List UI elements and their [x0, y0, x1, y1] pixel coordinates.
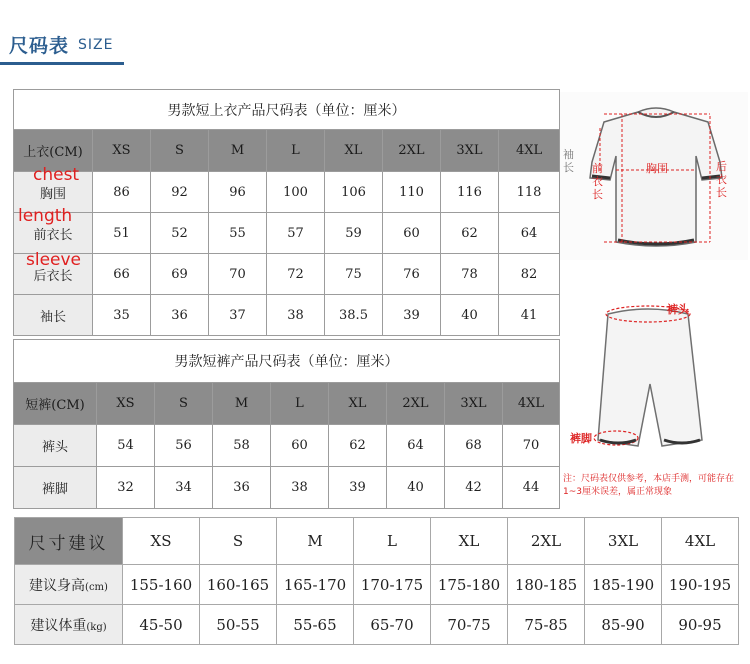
table-row [15, 565, 739, 605]
table-cell: 62 [441, 213, 499, 254]
table-cell: 42 [445, 467, 503, 509]
recommend-header-row [15, 518, 739, 565]
table-row [14, 467, 560, 509]
size-header: 3XL [445, 383, 503, 425]
size-header: S [200, 518, 277, 565]
waist-diagram-label: 裤头 [667, 303, 689, 316]
table-cell: 180-185 [508, 565, 585, 605]
size-header: XL [325, 130, 383, 172]
measurement-note: 注：尺码表仅供参考，本店手测，可能存在1~3厘米误差，属正常现象 [563, 474, 735, 497]
table-cell: 59 [325, 213, 383, 254]
table-cell: 52 [151, 213, 209, 254]
table-cell: 66 [93, 254, 151, 295]
size-header: L [271, 383, 329, 425]
row-label [15, 565, 123, 605]
size-header: XL [329, 383, 387, 425]
table-cell: 78 [441, 254, 499, 295]
table-cell: 175-180 [431, 565, 508, 605]
table-cell: 39 [329, 467, 387, 509]
table-row [14, 425, 560, 467]
size-header: 2XL [508, 518, 585, 565]
table-cell: 72 [267, 254, 325, 295]
size-header: 4XL [503, 383, 560, 425]
table-cell: 34 [155, 467, 213, 509]
table-cell: 85-90 [585, 605, 662, 645]
jersey-table-title: 男款短上衣产品尺码表（单位：厘米） [14, 90, 560, 130]
table-cell: 70-75 [431, 605, 508, 645]
table-cell: 60 [271, 425, 329, 467]
row-label: 袖长 [14, 295, 93, 336]
table-cell: 36 [213, 467, 271, 509]
table-row [14, 295, 560, 336]
row-label [15, 605, 123, 645]
length-overlay-label: length [18, 206, 73, 226]
size-header: 4XL [662, 518, 739, 565]
recommend-header-label: 尺寸建议 [15, 518, 123, 565]
table-row [14, 254, 560, 295]
table-cell: 64 [499, 213, 560, 254]
table-cell: 32 [97, 467, 155, 509]
table-cell: 60 [383, 213, 441, 254]
table-cell: 65-70 [354, 605, 431, 645]
table-cell: 75 [325, 254, 383, 295]
size-header: 3XL [441, 130, 499, 172]
table-cell: 118 [499, 172, 560, 213]
size-header: M [277, 518, 354, 565]
table-cell: 40 [441, 295, 499, 336]
chest-overlay-label: chest [33, 165, 80, 185]
size-header: 2XL [387, 383, 445, 425]
table-cell: 64 [387, 425, 445, 467]
table-cell: 116 [441, 172, 499, 213]
back-length-diagram-label: 后衣长 [716, 160, 727, 199]
table-cell: 55-65 [277, 605, 354, 645]
table-cell: 90-95 [662, 605, 739, 645]
table-cell: 92 [151, 172, 209, 213]
size-header: M [213, 383, 271, 425]
size-header: XL [431, 518, 508, 565]
table-cell: 185-190 [585, 565, 662, 605]
table-cell: 56 [155, 425, 213, 467]
row-label: 后衣长 [14, 254, 93, 295]
table-cell: 38 [267, 295, 325, 336]
shorts-shape [598, 309, 702, 446]
table-cell: 54 [97, 425, 155, 467]
table-cell: 155-160 [123, 565, 200, 605]
table-cell: 58 [213, 425, 271, 467]
row-label-text: 建议身高 [29, 577, 86, 594]
table-cell: 69 [151, 254, 209, 295]
jersey-header-label: 上衣(CM) [14, 130, 93, 172]
row-label-text: 建议体重 [30, 617, 87, 634]
table-cell: 96 [209, 172, 267, 213]
jersey-header-row [14, 130, 560, 172]
shorts-header-row [14, 383, 560, 425]
table-row [15, 605, 739, 645]
table-cell: 68 [445, 425, 503, 467]
shorts-header-label: 短裤(CM) [14, 383, 97, 425]
table-cell: 110 [383, 172, 441, 213]
size-header: 3XL [585, 518, 662, 565]
size-header: S [151, 130, 209, 172]
size-header: XS [93, 130, 151, 172]
table-cell: 57 [267, 213, 325, 254]
table-cell: 37 [209, 295, 267, 336]
size-header: L [354, 518, 431, 565]
table-cell: 38 [271, 467, 329, 509]
size-recommendation-table [14, 517, 739, 645]
sleeve-overlay-label: sleeve [26, 250, 82, 270]
size-header: M [209, 130, 267, 172]
table-cell: 75-85 [508, 605, 585, 645]
table-cell: 44 [503, 467, 560, 509]
table-cell: 38.5 [325, 295, 383, 336]
sleeve-diagram-label: 袖长 [563, 148, 574, 174]
table-cell: 41 [499, 295, 560, 336]
table-cell: 76 [383, 254, 441, 295]
hem-diagram-label: 裤脚 [570, 432, 592, 445]
front-length-diagram-label: 前衣长 [592, 162, 603, 201]
table-cell: 70 [503, 425, 560, 467]
chest-diagram-label: 胸围 [646, 162, 668, 175]
table-row [14, 213, 560, 254]
jersey-size-table [13, 89, 560, 336]
shorts-size-table [13, 339, 560, 509]
table-cell: 35 [93, 295, 151, 336]
size-header: 2XL [383, 130, 441, 172]
size-header: XS [97, 383, 155, 425]
row-label-unit: (cm) [85, 581, 108, 593]
table-cell: 106 [325, 172, 383, 213]
table-row [14, 172, 560, 213]
size-header: S [155, 383, 213, 425]
table-cell: 100 [267, 172, 325, 213]
size-header: 4XL [499, 130, 560, 172]
size-chart-title: 尺码表 [9, 35, 70, 57]
row-label: 裤脚 [14, 467, 97, 509]
table-cell: 70 [209, 254, 267, 295]
row-label: 胸围 [14, 172, 93, 213]
table-cell: 170-175 [354, 565, 431, 605]
table-cell: 50-55 [200, 605, 277, 645]
table-cell: 39 [383, 295, 441, 336]
table-cell: 160-165 [200, 565, 277, 605]
size-header: XS [123, 518, 200, 565]
size-header: L [267, 130, 325, 172]
row-label: 裤头 [14, 425, 97, 467]
table-cell: 36 [151, 295, 209, 336]
table-cell: 55 [209, 213, 267, 254]
table-cell: 40 [387, 467, 445, 509]
shorts-table-title: 男款短裤产品尺码表（单位：厘米） [14, 340, 560, 383]
table-cell: 82 [499, 254, 560, 295]
title-underline [0, 62, 124, 65]
row-label-unit: (kg) [86, 621, 107, 633]
size-chart-title-en: SIZE [78, 37, 114, 53]
table-cell: 190-195 [662, 565, 739, 605]
row-label: 前衣长 [14, 213, 93, 254]
table-cell: 86 [93, 172, 151, 213]
table-cell: 165-170 [277, 565, 354, 605]
table-cell: 62 [329, 425, 387, 467]
table-cell: 51 [93, 213, 151, 254]
table-cell: 45-50 [123, 605, 200, 645]
